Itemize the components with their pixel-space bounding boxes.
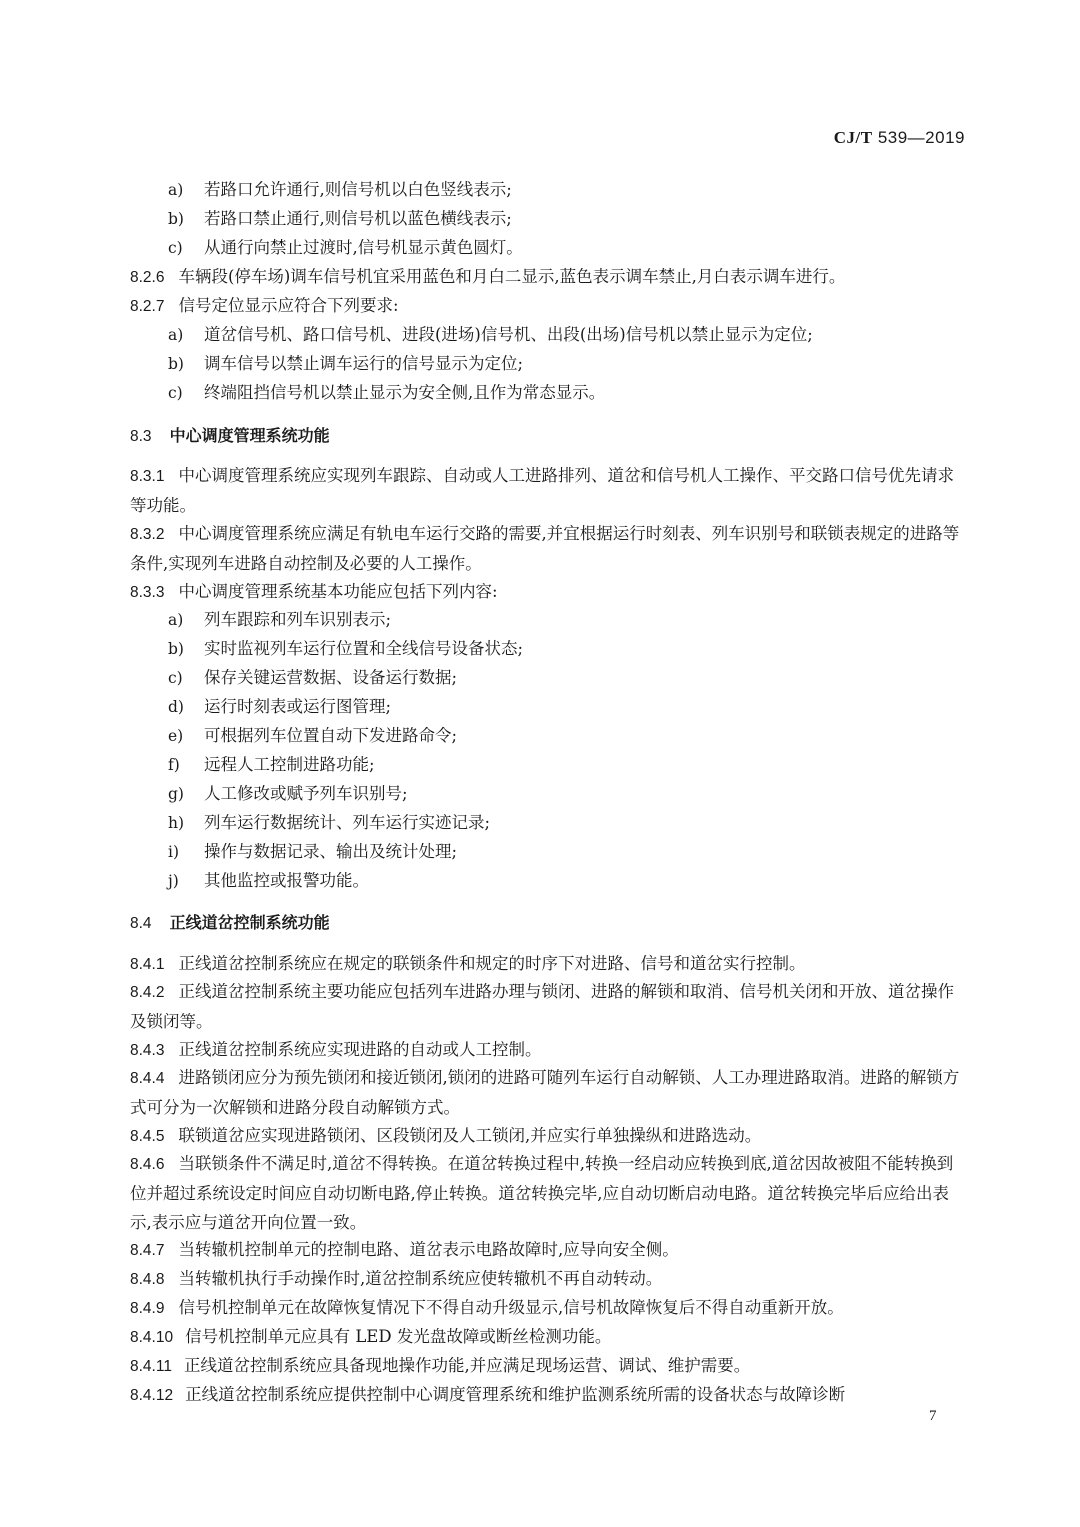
clause-8-4-12 bbox=[130, 1385, 965, 1406]
clause-text: 当转辙机执行手动操作时,道岔控制系统应使转辙机不再自动转动。 bbox=[178, 1269, 663, 1288]
list-marker: d) bbox=[168, 698, 184, 716]
clause-text: 中心调度管理系统基本功能应包括下列内容: bbox=[178, 582, 498, 601]
list-item-text: 保存关键运营数据、设备运行数据; bbox=[204, 668, 458, 687]
list-marker: b) bbox=[168, 640, 184, 658]
list-item-text: 终端阻挡信号机以禁止显示为安全侧,且作为常态显示。 bbox=[204, 383, 606, 402]
list-item-text: 人工修改或赋予列车识别号; bbox=[204, 784, 408, 803]
list-marker: c) bbox=[168, 384, 183, 402]
clause-8-4-9 bbox=[130, 1298, 965, 1319]
list-marker: a) bbox=[168, 326, 184, 344]
clause-number: 8.4.4 bbox=[130, 1070, 165, 1087]
clause-8-3-3 bbox=[130, 582, 965, 603]
standard-code-prefix: CJ/T bbox=[833, 128, 873, 147]
clause-number: 8.4.10 bbox=[130, 1329, 174, 1346]
clause-8-4-5 bbox=[130, 1126, 965, 1147]
clause-number: 8.4.12 bbox=[130, 1387, 174, 1404]
section-number: 8.3 bbox=[130, 428, 152, 445]
clause-text: 进路锁闭应分为预先锁闭和接近锁闭,锁闭的进路可随列车运行自动解锁、人工办理进路取消。进路的解锁方式可分为一次解锁和进路分段自动解锁方式。 bbox=[130, 1068, 960, 1117]
list-item bbox=[168, 180, 968, 200]
section-heading-8-3 bbox=[130, 426, 965, 447]
clause-number: 8.3.2 bbox=[130, 526, 165, 543]
section-title: 中心调度管理系统功能 bbox=[169, 426, 330, 445]
clause-number: 8.2.7 bbox=[130, 298, 165, 315]
clause-number: 8.4.7 bbox=[130, 1242, 165, 1259]
clause-text: 当联锁条件不满足时,道岔不得转换。在道岔转换过程中,转换一经启动应转换到底,道岔因故被阻不能转换到位并超过系统设定时间应自动切断电路,停止转换。道岔转换完毕,应自动切断启动电路。道岔转换完毕后应给出表示,表示应与道岔开向位置一致。 bbox=[130, 1154, 954, 1232]
list-item bbox=[168, 354, 968, 374]
clause-number: 8.3.1 bbox=[130, 468, 165, 485]
list-item bbox=[168, 668, 968, 688]
list-item-text: 若路口允许通行,则信号机以白色竖线表示; bbox=[204, 180, 512, 199]
clause-8-4-2 bbox=[130, 977, 965, 1036]
clause-text: 正线道岔控制系统主要功能应包括列车进路办理与锁闭、进路的解锁和取消、信号机关闭和开放、道岔操作及锁闭等。 bbox=[130, 982, 954, 1031]
list-item bbox=[168, 842, 968, 862]
list-item-text: 其他监控或报警功能。 bbox=[204, 871, 369, 890]
clause-text: 车辆段(停车场)调车信号机宜采用蓝色和月白二显示,蓝色表示调车禁止,月白表示调车进行。 bbox=[178, 267, 846, 286]
list-item-text: 从通行向禁止过渡时,信号机显示黄色圆灯。 bbox=[204, 238, 523, 257]
list-marker: j) bbox=[168, 872, 179, 890]
clause-8-4-6 bbox=[130, 1149, 965, 1237]
clause-8-3-2 bbox=[130, 519, 965, 578]
list-marker: b) bbox=[168, 355, 184, 373]
list-item bbox=[168, 784, 968, 804]
list-marker: i) bbox=[168, 843, 180, 861]
clause-text: 信号机控制单元在故障恢复情况下不得自动升级显示,信号机故障恢复后不得自动重新开放。 bbox=[178, 1298, 844, 1317]
list-marker: c) bbox=[168, 669, 183, 687]
list-item bbox=[168, 383, 968, 403]
clause-8-4-3 bbox=[130, 1040, 965, 1061]
list-item bbox=[168, 209, 968, 229]
clause-number: 8.4.5 bbox=[130, 1128, 165, 1145]
clause-8-4-7 bbox=[130, 1240, 965, 1261]
list-marker: a) bbox=[168, 611, 184, 629]
list-item bbox=[168, 813, 968, 833]
page-number: 7 bbox=[929, 1408, 937, 1424]
list-marker: b) bbox=[168, 210, 184, 228]
list-item-text: 若路口禁止通行,则信号机以蓝色横线表示; bbox=[204, 209, 512, 228]
list-marker: g) bbox=[168, 785, 184, 803]
list-item bbox=[168, 726, 968, 746]
list-marker: c) bbox=[168, 239, 183, 257]
clause-text: 联锁道岔应实现进路锁闭、区段锁闭及人工锁闭,并应实行单独操纵和进路选动。 bbox=[178, 1126, 762, 1145]
clause-text: 正线道岔控制系统应提供控制中心调度管理系统和维护监测系统所需的设备状态与故障诊断 bbox=[185, 1385, 846, 1404]
list-item bbox=[168, 755, 968, 775]
clause-number: 8.3.3 bbox=[130, 584, 165, 601]
clause-text: 中心调度管理系统应满足有轨电车运行交路的需要,并宜根据运行时刻表、列车识别号和联锁表规定的进路等条件,实现列车进路自动控制及必要的人工操作。 bbox=[130, 524, 960, 573]
list-item bbox=[168, 697, 968, 717]
list-item-text: 调车信号以禁止调车运行的信号显示为定位; bbox=[204, 354, 524, 373]
clause-number: 8.2.6 bbox=[130, 269, 165, 286]
section-number: 8.4 bbox=[130, 915, 152, 932]
clause-text: 正线道岔控制系统应在规定的联锁条件和规定的时序下对进路、信号和道岔实行控制。 bbox=[178, 954, 806, 973]
list-item bbox=[168, 610, 968, 630]
section-heading-8-4 bbox=[130, 913, 965, 934]
clause-8-2-6 bbox=[130, 267, 965, 288]
clause-number: 8.4.1 bbox=[130, 956, 165, 973]
clause-text: 正线道岔控制系统应实现进路的自动或人工控制。 bbox=[178, 1040, 542, 1059]
list-marker: f) bbox=[168, 756, 180, 774]
list-item bbox=[168, 871, 968, 891]
list-item bbox=[168, 639, 968, 659]
clause-8-4-4 bbox=[130, 1063, 965, 1122]
clause-8-2-7 bbox=[130, 296, 965, 317]
standard-code bbox=[834, 128, 965, 148]
clause-number: 8.4.6 bbox=[130, 1156, 165, 1173]
list-marker: a) bbox=[168, 181, 184, 199]
list-item-text: 列车跟踪和列车识别表示; bbox=[204, 610, 392, 629]
clause-8-4-10 bbox=[130, 1327, 965, 1348]
clause-8-4-11 bbox=[130, 1356, 965, 1377]
standard-code-number: 539—2019 bbox=[877, 128, 965, 147]
list-item bbox=[168, 238, 968, 258]
clause-number: 8.4.8 bbox=[130, 1271, 165, 1288]
list-item-text: 实时监视列车运行位置和全线信号设备状态; bbox=[204, 639, 524, 658]
clause-text: 中心调度管理系统应实现列车跟踪、自动或人工进路排列、道岔和信号机人工操作、平交路口信号优先请求等功能。 bbox=[130, 466, 954, 515]
clause-text: 正线道岔控制系统应具备现地操作功能,并应满足现场运营、调试、维护需要。 bbox=[183, 1356, 751, 1375]
clause-number: 8.4.2 bbox=[130, 984, 165, 1001]
clause-text: 信号机控制单元应具有 LED 发光盘故障或断丝检测功能。 bbox=[185, 1327, 612, 1346]
list-item-text: 操作与数据记录、输出及统计处理; bbox=[204, 842, 458, 861]
clause-number: 8.4.3 bbox=[130, 1042, 165, 1059]
list-item bbox=[168, 325, 968, 345]
list-item-text: 运行时刻表或运行图管理; bbox=[204, 697, 392, 716]
clause-number: 8.4.9 bbox=[130, 1300, 165, 1317]
clause-8-4-8 bbox=[130, 1269, 965, 1290]
list-item-text: 道岔信号机、路口信号机、进段(进场)信号机、出段(出场)信号机以禁止显示为定位; bbox=[204, 325, 813, 344]
list-marker: e) bbox=[168, 727, 184, 745]
clause-text: 信号定位显示应符合下列要求: bbox=[178, 296, 399, 315]
clause-number: 8.4.11 bbox=[130, 1358, 172, 1375]
section-title: 正线道岔控制系统功能 bbox=[169, 913, 330, 932]
list-marker: h) bbox=[168, 814, 185, 832]
clause-text: 当转辙机控制单元的控制电路、道岔表示电路故障时,应导向安全侧。 bbox=[178, 1240, 679, 1259]
list-item-text: 可根据列车位置自动下发进路命令; bbox=[204, 726, 458, 745]
clause-8-3-1 bbox=[130, 461, 965, 520]
clause-8-4-1 bbox=[130, 954, 965, 975]
list-item-text: 远程人工控制进路功能; bbox=[204, 755, 375, 774]
list-item-text: 列车运行数据统计、列车运行实迹记录; bbox=[204, 813, 491, 832]
